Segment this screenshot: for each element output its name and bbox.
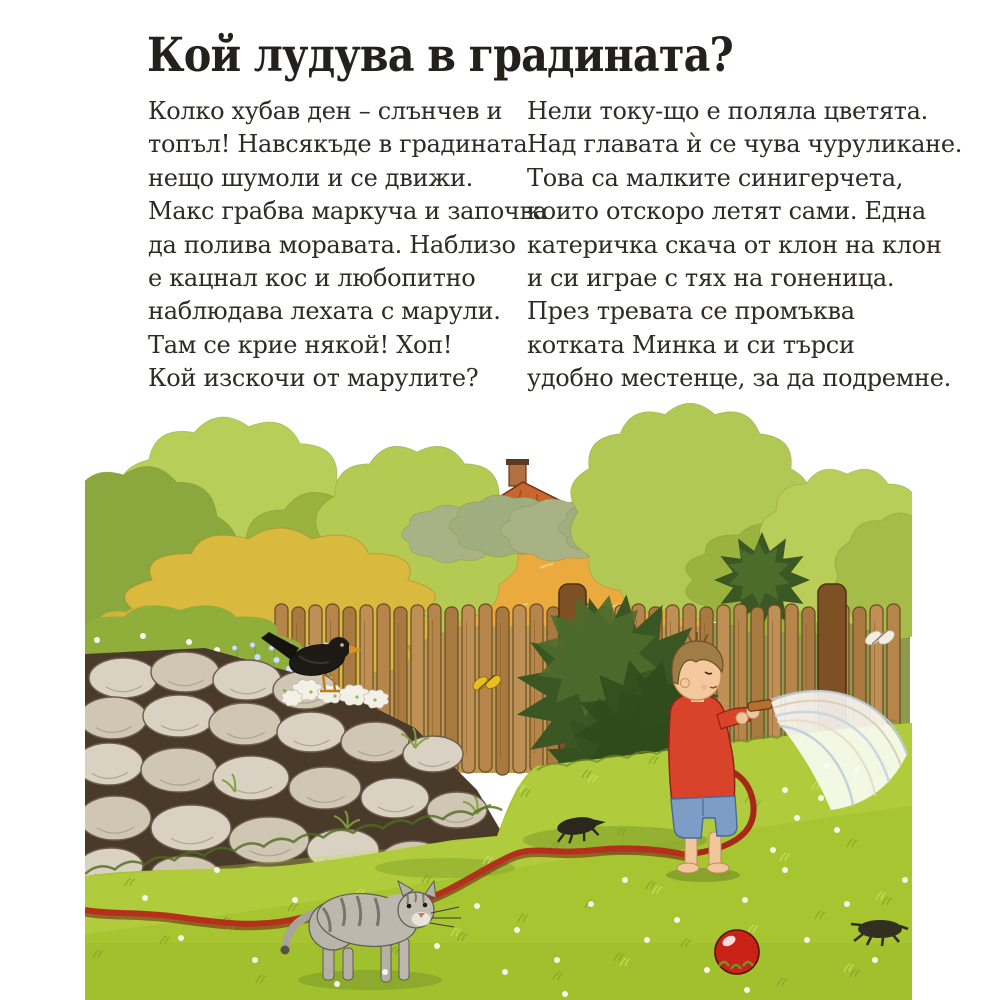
text-line: Нели току-що е поляла цветята. — [527, 97, 928, 125]
text-column-right — [527, 95, 962, 396]
text-line: наблюдава лехата с марули. — [148, 297, 501, 326]
text-column-left — [148, 95, 547, 396]
text-line: топъл! Навсякъде в градината — [148, 130, 528, 159]
text-line: катеричка скача от клон на клон — [527, 230, 942, 259]
text-line: През тревата се промъква — [527, 297, 855, 326]
text-line: нещо шумоли и се движи. — [148, 163, 473, 192]
text-line: Над главата ѝ се чува чуруликане. — [527, 130, 963, 159]
red-ball — [715, 930, 759, 974]
text-line: които отскоро летят сами. Една — [527, 197, 926, 226]
text-line: Макс грабва маркуча и започва — [148, 197, 547, 226]
text-line: е кацнал кос и любопитно — [148, 264, 476, 293]
text-line: да полива моравата. Наблизо — [148, 230, 516, 259]
page-title: Кой лудува в градината? — [147, 28, 733, 83]
garden-illustration — [85, 398, 912, 1000]
text-line: Това са малките синигерчета, — [527, 163, 904, 192]
text-line: котката Минка и си търси — [527, 330, 855, 359]
text-line: удобно местенце, за да подремне. — [527, 364, 951, 393]
text-line: и си играе с тях на гоненица. — [527, 264, 895, 293]
text-line: Колко хубав ден – слънчев и — [148, 97, 503, 125]
text-line: Кой изскочи от марулите? — [148, 364, 479, 393]
text-line: Там се крие някой! Хоп! — [148, 330, 453, 359]
